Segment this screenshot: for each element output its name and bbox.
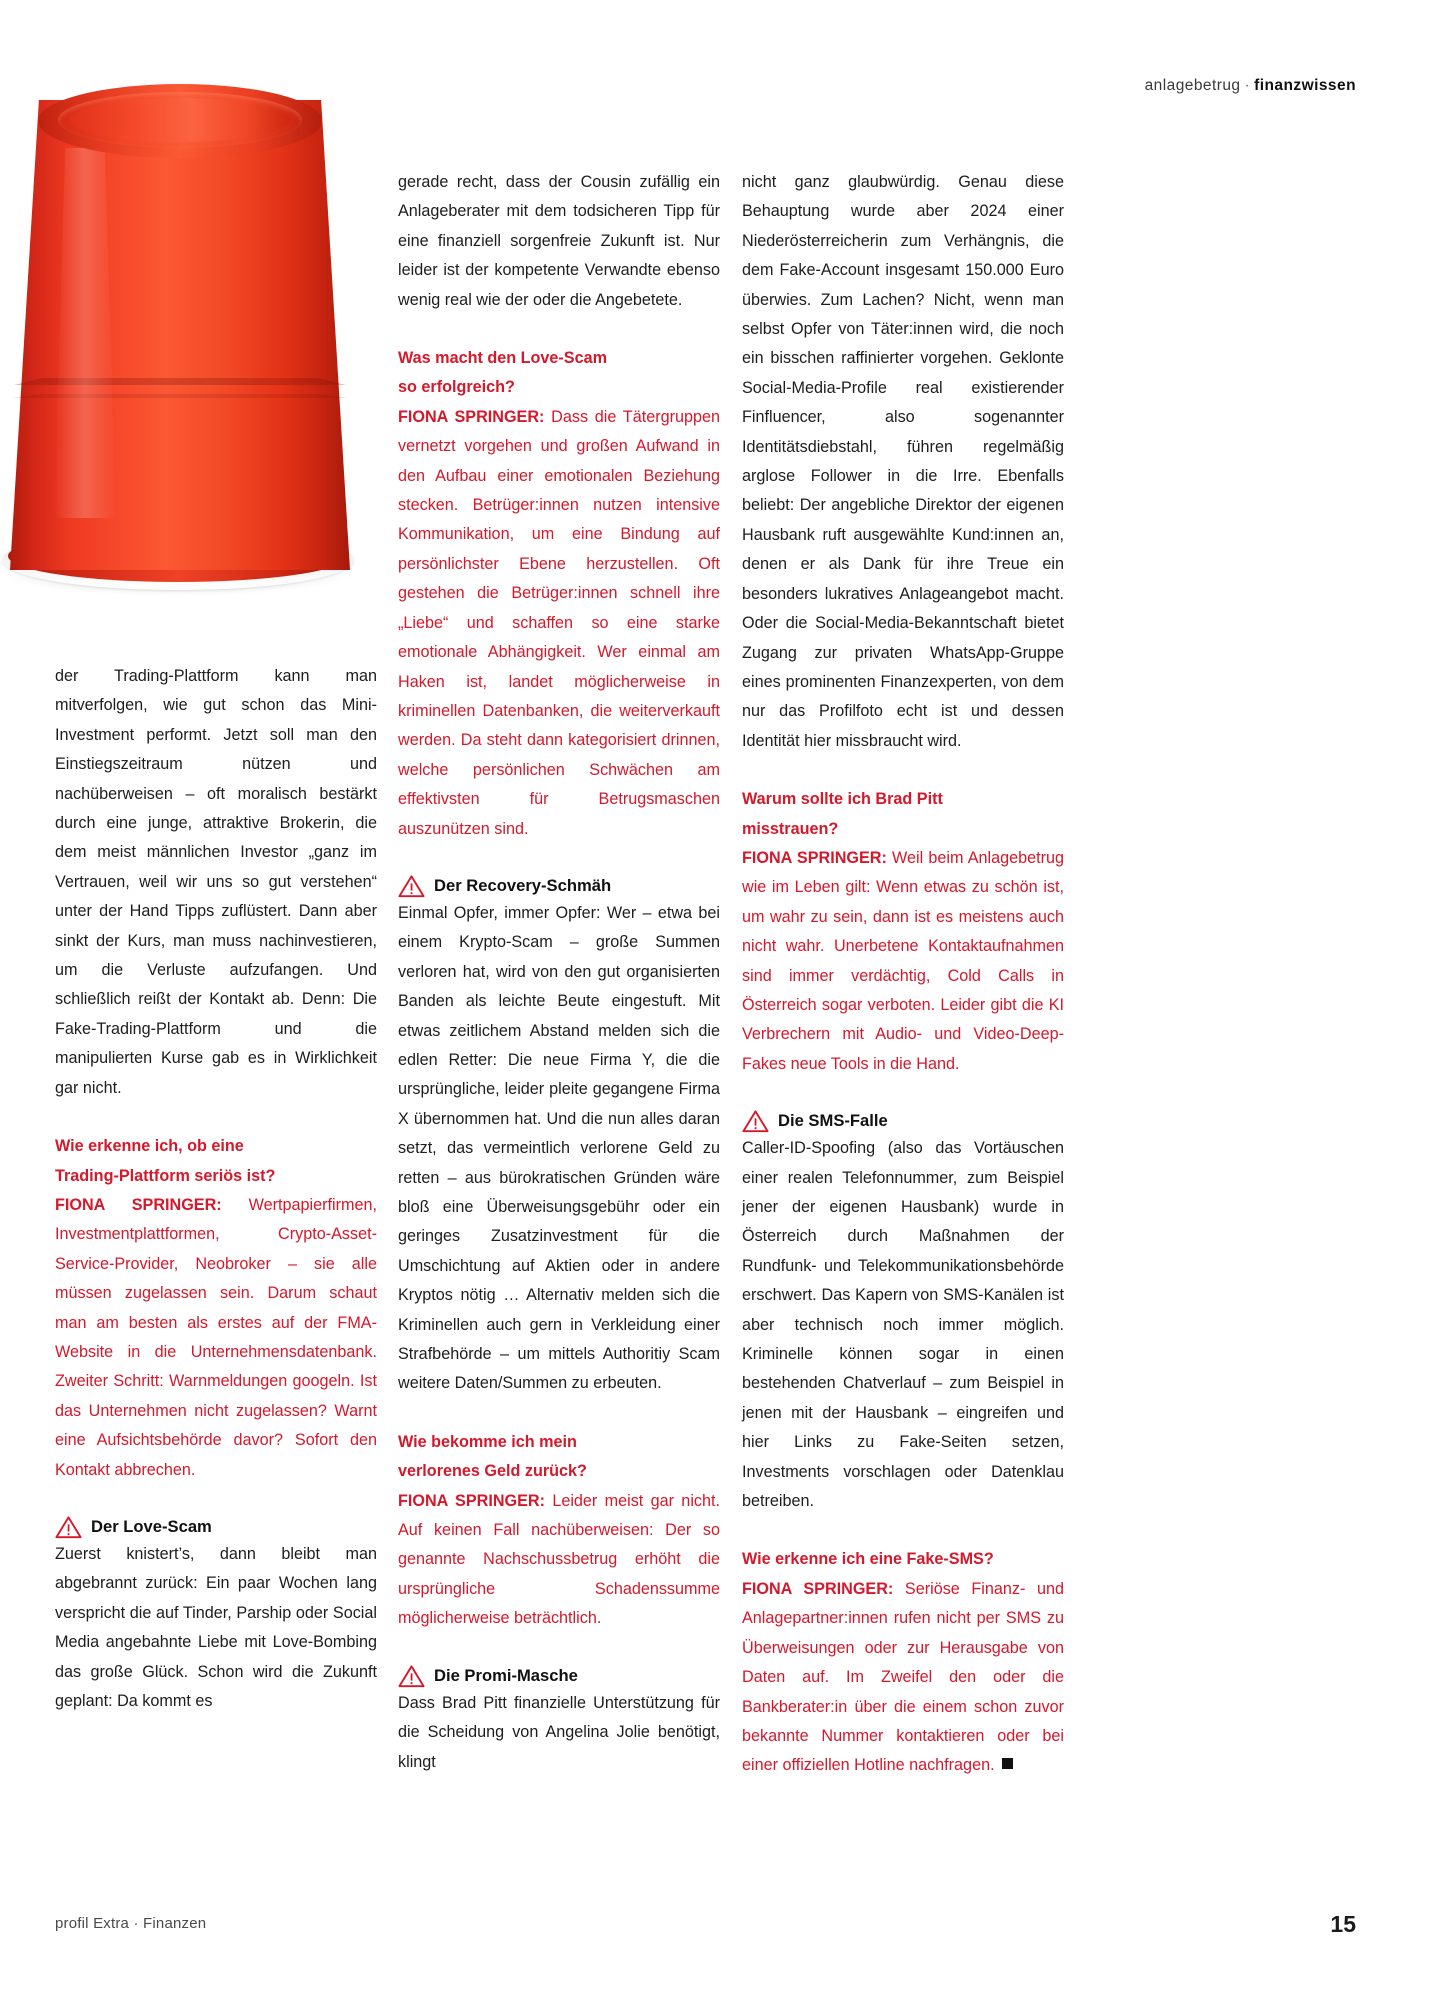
qa-block <box>742 785 1064 1079</box>
qa-question-line: Wie erkenne ich eine Fake-SMS? <box>742 1550 994 1569</box>
warning-subhead <box>55 1515 377 1539</box>
qa-block <box>398 344 720 844</box>
warning-triangle-icon <box>398 874 425 898</box>
qa-question-line: Was macht den Love-Scam <box>398 349 607 368</box>
qa-block <box>55 1132 377 1485</box>
qa-speaker-name: FIONA SPRINGER: <box>55 1195 222 1214</box>
text-column-left <box>55 662 377 1852</box>
warning-subhead-title: Der Recovery-Schmäh <box>434 875 612 895</box>
qa-speaker-name: FIONA SPRINGER: <box>742 1579 894 1598</box>
warning-subhead <box>742 1109 1064 1133</box>
qa-answer-text: Weil beim Anlagebetrug wie im Leben gilt: Wenn etwas zu schön ist, um wahr zu sein, dann ist es meistens auch nicht wahr. Unerbetene Kontaktaufnahmen sind immer verdächtig, Cold Calls in Österreich sogar verboten. Leider gibt die KI Verbrechern mit Audio- und Video-Deep-Fakes neue Tools in die Hand. <box>742 848 1064 1073</box>
qa-speaker-name: FIONA SPRINGER: <box>742 848 887 867</box>
running-head <box>1145 77 1356 95</box>
qa-answer-text: Seriöse Finanz- und Anlagepartner:innen rufen nicht per SMS zu Überweisungen oder zur Herausgabe von Daten auf. Im Zweifel den oder die Bankberater:in über die einem schon zuvor bekannte Nummer kontaktieren oder bei einer offiziellen Hotline nachfragen. <box>742 1579 1064 1775</box>
qa-speaker-name: FIONA SPRINGER: <box>398 407 545 426</box>
body-paragraph: der Trading-Plattform kann man mitverfolgen, wie gut schon das Mini-Investment performt. Jetzt soll man den Einstiegszeitraum nützen und nachüberweisen – oft moralisch bestärkt durch eine junge, attraktive Brokerin, die dem meist männlichen Investor „ganz im Vertrauen, weil wir uns so gut verstehen“ unter der Hand Tipps zuflüstert. Dann aber sinkt der Kurs, man muss nachinvestieren, um die Verluste aufzufangen. Und schließlich reißt der Kontakt ab. Denn: Die Fake-Trading-Plattform und die manipulierten Kurse gab es in Wirklichkeit gar nicht. <box>55 667 377 1097</box>
body-paragraph: Zuerst knistert’s, dann bleibt man abgebrannt zurück: Ein paar Wochen lang verspricht die auf Tinder, Parship oder Social Media angebahnte Liebe mit Love-Bombing das große Glück. Schon wird die Zukunft geplant: Da kommt es <box>55 1544 377 1710</box>
qa-answer <box>742 844 1064 1079</box>
qa-answer <box>55 1191 377 1485</box>
qa-question-line: Trading-Plattform seriös ist? <box>55 1166 276 1185</box>
body-paragraph: Einmal Opfer, immer Opfer: Wer – etwa bei einem Krypto-Scam – große Summen verloren hat, wird von den gut organisierten Banden als leichte Beute eingestuft. Mit etwas zeitlichem Abstand melden sich die edlen Retter: Die neue Firma Y, die die ursprüngliche, leider pleite gegangene Firma X übernommen hat. Und die nun alles daran setzt, das vermeintlich verlorene Geld zu retten – aus bürokratischen Gründen wäre bloß eine Überweisungsgebühr oder ein geringes Zusatzinvestment für die Umschichtung auf Aktien oder in andere Kryptos nötig … Alternativ melden sich die Kriminellen auch gern in Verkleidung einer Strafbehörde – um mittels Authoritiy Scam weitere Daten/Summen zu erbeuten. <box>398 903 720 1393</box>
page-number: 15 <box>1330 1911 1356 1937</box>
qa-question-line: Wie bekomme ich mein <box>398 1432 577 1451</box>
body-paragraph: Dass Brad Pitt finanzielle Unterstützung für die Scheidung von Angelina Jolie benötigt, klingt <box>398 1693 720 1771</box>
warning-subhead-title: Der Love-Scam <box>91 1516 212 1536</box>
warning-triangle-icon <box>398 1664 425 1688</box>
body-paragraph: Caller-ID-Spoofing (also das Vortäuschen einer realen Telefonnummer, zum Beispiel jener der eigenen Hausbank) wurde in Österreich durch Maßnahmen der Rundfunk- und Telekommunikationsbehörde erschwert. Das Kapern von SMS-Kanälen ist aber technisch noch immer möglich. Kriminelle können sogar in einen bestehenden Chatverlauf – zum Beispiel in jenen mit der Hausbank – eingreifen und hier Links zu Fake-Seiten setzen, Investments vorschlagen oder Datenklau betreiben. <box>742 1139 1064 1511</box>
qa-question-line: misstrauen? <box>742 819 839 838</box>
qa-question-line: Warum sollte ich Brad Pitt <box>742 790 943 809</box>
warning-triangle-icon <box>742 1109 769 1133</box>
qa-answer <box>398 1487 720 1634</box>
qa-question-line: Wie erkenne ich, ob eine <box>55 1137 244 1156</box>
article-end-marker <box>1002 1758 1013 1769</box>
warning-subhead-title: Die Promi-Masche <box>434 1665 578 1685</box>
qa-question-line: so erfolgreich? <box>398 378 515 397</box>
hero-image-red-cup <box>0 78 366 608</box>
qa-block <box>398 1428 720 1634</box>
running-head-separator: · <box>1244 77 1251 94</box>
body-paragraph: gerade recht, dass der Cousin zufällig ein Anlageberater mit dem todsicheren Tipp für eine finanziell sorgenfreie Zukunft ist. Nur leider ist der kompetente Verwandte ebenso wenig real wie der oder die Angebetete. <box>398 173 720 309</box>
qa-answer <box>398 403 720 844</box>
cup-base-disc <box>70 98 290 142</box>
text-column-right <box>742 168 1064 1852</box>
qa-answer <box>742 1575 1064 1781</box>
footer-publication: profil Extra · Finanzen <box>55 1915 207 1932</box>
qa-answer-text: Leider meist gar nicht. Auf keinen Fall nachüberweisen: Der so genannte Nachschussbetrug erhöht die ursprüngliche Schadenssumme möglicherweise beträchtlich. <box>398 1491 721 1628</box>
running-head-topic: finanzwissen <box>1254 77 1356 94</box>
text-column-middle <box>398 168 720 1852</box>
warning-subhead-title: Die SMS-Falle <box>778 1111 888 1131</box>
qa-speaker-name: FIONA SPRINGER: <box>398 1491 546 1510</box>
body-paragraph: nicht ganz glaubwürdig. Genau diese Behauptung wurde aber 2024 einer Niederösterreicherin zum Verhängnis, die dem Fake-Account insgesamt 150.000 Euro überwies. Zum Lachen? Nicht, wenn man selbst Opfer von Täter:innen wird, die noch ein bisschen raffinierter vorgehen. Geklonte Social-Media-Profile real existierender Finfluencer, also sogenannter Identitätsdiebstahl, führen regelmäßig arglose Follower in die Irre. Ebenfalls beliebt: Der angebliche Direktor der eigenen Hausbank ruft ausgewählte Kund:innen an, denen er als Dank für ihre Treue ein besonders lukratives Anlageangebot macht. Oder die Social-Media-Bekanntschaft bietet Zugang zur privaten WhatsApp-Gruppe eines prominenten Finanzexperten, von dem nur das Profilfoto echt ist und dessen Identität hier missbraucht wird. <box>742 173 1064 750</box>
qa-answer-text: Wertpapierfirmen, Investmentplattformen, Crypto-Asset-Service-Provider, Neobroker – sie alle müssen zugelassen sein. Darum schaut man am besten als erstes auf der FMA-Website in die Unternehmensdatenbank. Zweiter Schritt: Warnmeldungen googeln. Ist das Unternehmen nicht zugelassen? Warnt eine Aufsichtsbehörde davor? Sofort den Kontakt abbrechen. <box>55 1195 377 1479</box>
qa-question-line: verlorenes Geld zurück? <box>398 1462 587 1481</box>
warning-triangle-icon <box>55 1515 82 1539</box>
qa-answer-text: Dass die Tätergruppen vernetzt vorgehen und großen Aufwand in den Aufbau einer emotionalen Beziehung stecken. Betrüger:innen nutzen intensive Kommunikation, um eine Bindung auf persönlichster Ebene herzustellen. Oft gestehen die Betrüger:innen schnell ihre „Liebe“ und schaffen so eine starke emotionale Abhängigkeit. Wer einmal am Haken ist, landet möglicherweise in kriminellen Datenbanken, die weiterverkauft werden. Da steht dann kategorisiert drinnen, welche persönlichen Schwächen am effektivsten für Betrugsmaschen auszunützen sind. <box>398 407 720 838</box>
warning-subhead <box>398 874 720 898</box>
running-head-section: anlagebetrug <box>1144 77 1241 94</box>
warning-subhead <box>398 1664 720 1688</box>
qa-block <box>742 1545 1064 1780</box>
